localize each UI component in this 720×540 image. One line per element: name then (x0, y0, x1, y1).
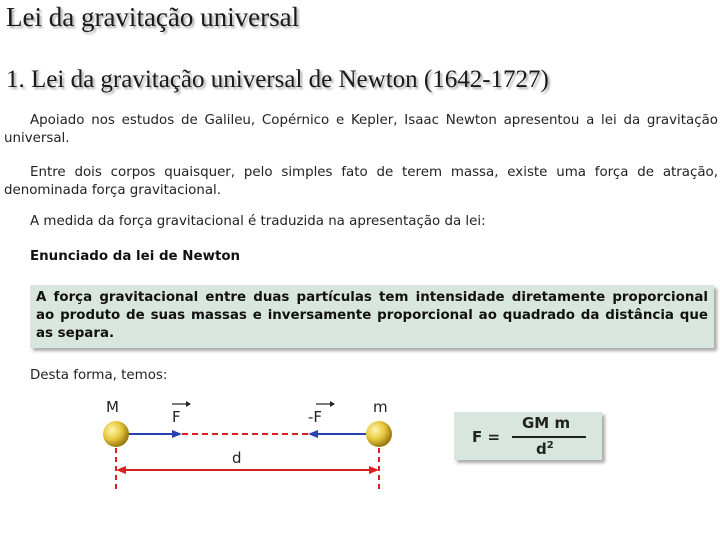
formula-box (454, 412, 602, 460)
mass-M-label: M (106, 398, 119, 416)
distance-arrow (116, 466, 379, 474)
formula-lhs: F = (472, 428, 501, 446)
mass-M-sphere (103, 421, 129, 447)
law-statement-box (30, 285, 714, 348)
law-statement-heading: Enunciado da lei de Newton (30, 249, 241, 264)
mass-m-sphere (366, 421, 392, 447)
formula-denominator (536, 440, 554, 458)
vector-arrow-icon-F (172, 401, 191, 407)
force-F-label: F (172, 408, 181, 426)
force-negF-label: -F (308, 408, 323, 426)
gravitation-diagram (90, 390, 410, 500)
formula-numerator: GM m (522, 414, 571, 432)
section-heading: 1. Lei da gravitação universal de Newton (1642-1727) (6, 66, 549, 93)
paragraph-measure: A medida da força gravitacional é traduzida na apresentação da lei: (30, 214, 486, 229)
force-arrow-negF (308, 430, 366, 438)
paragraph-intro: Apoiado nos estudos de Galileu, Copérnico e Kepler, Isaac Newton apresentou a lei da gravitação universal. (4, 113, 718, 146)
formula-fraction-bar (512, 436, 586, 438)
force-arrow-F (128, 430, 182, 438)
distance-d-label: d (232, 449, 242, 467)
slide-title: Lei da gravitação universal (6, 2, 300, 32)
mass-m-label: m (373, 398, 388, 416)
paragraph-gravitational-force: Entre dois corpos quaisquer, pelo simples fato de terem massa, existe uma força de atração, denominada força gravitacional. (4, 165, 718, 198)
formula-denominator-exponent: 2 (546, 440, 554, 451)
formula-denominator-base: d (536, 440, 547, 458)
vector-arrow-icon-negF (316, 401, 335, 407)
paragraph-thus: Desta forma, temos: (30, 368, 168, 383)
law-statement-text: A força gravitacional entre duas partículas tem intensidade diretamente proporcional ao produto de suas massas e inversamente proporcional ao quadrado da distância que as separa. (36, 290, 708, 341)
